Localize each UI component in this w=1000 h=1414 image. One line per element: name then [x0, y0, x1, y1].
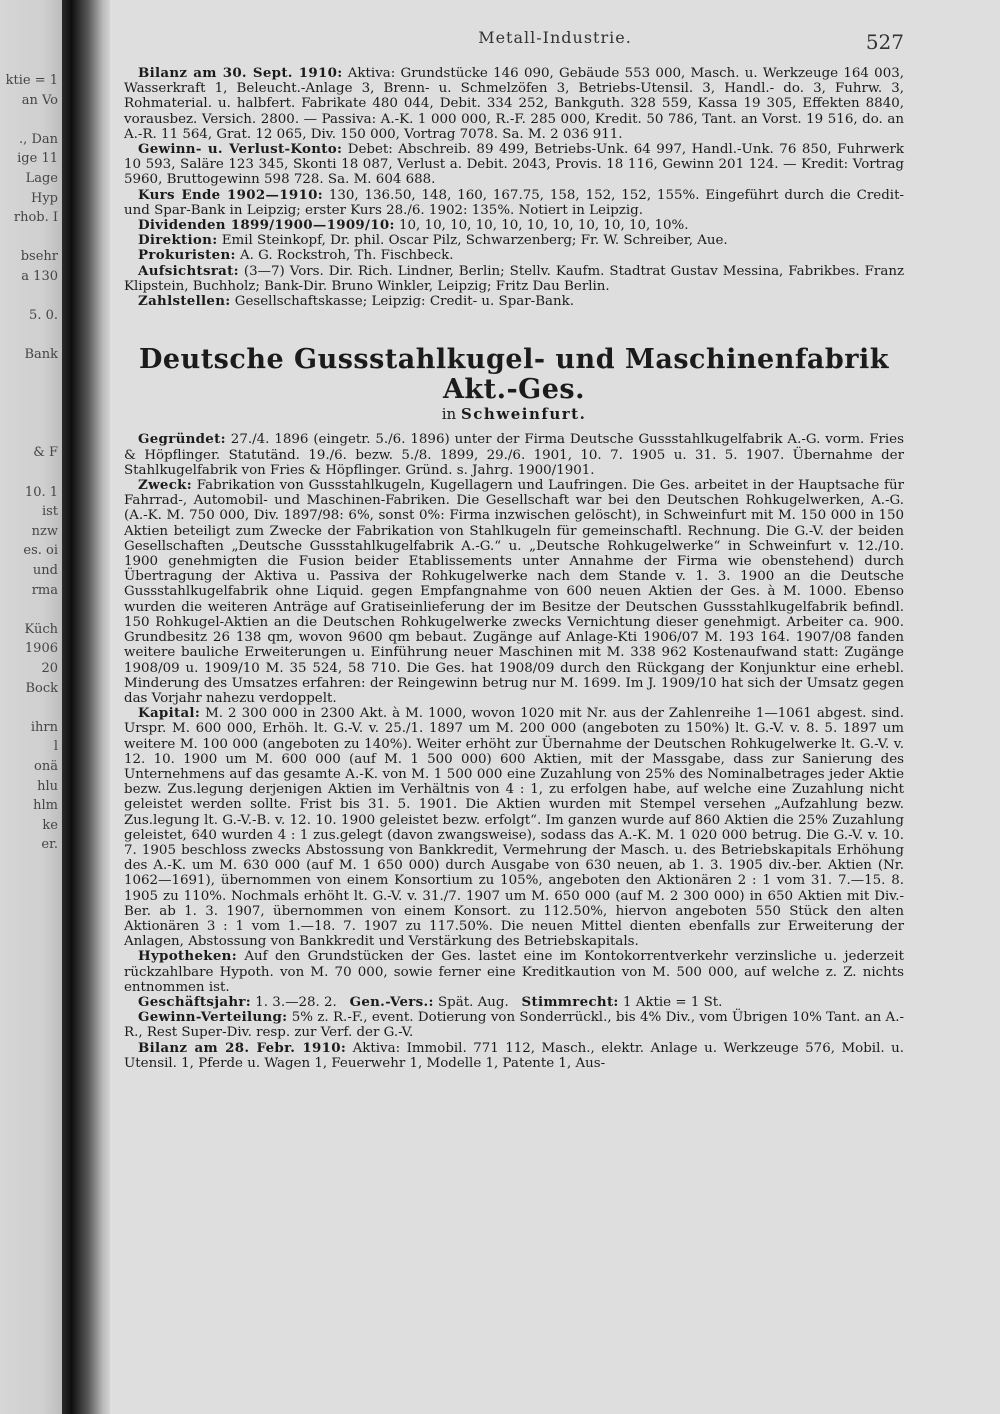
location-city: Schweinfurt. — [460, 405, 587, 424]
left-page-fragment: hlu — [37, 778, 58, 794]
geschaeftsjahr-text: 1. 3.—28. 2. — [255, 994, 337, 1010]
left-page-fragment: Küch — [24, 621, 58, 637]
gegruendet-text: 27./4. 1896 (eingetr. 5./6. 1896) unter der Firma Deutsche Gussstahlkugelfabrik A.-G. vorm. Fries & Höpflinger. Statutänd. 19./6. bezw. 5./8. 1899, 29./6. 1901, 10. 7. 1905 u. 31. 5. 1907. Übernahme der Stahlkugelfabrik von Fries & Höpflinger. Gründ. s. Jahrg. 1900/1901. — [124, 432, 904, 478]
hypotheken-text: Auf den Grundstücken der Ges. lastet eine im Kontokorrentverkehr verzinsliche u. jederzeit rückzahlbare Hypoth. von M. 70 000, sowie ferner eine Kreditkaution von M. 500 000, auf welche z. Z. nichts entnommen ist. — [124, 949, 904, 995]
left-page-fragment: rhob. I — [13, 210, 58, 226]
bilanz-1910-febr — [124, 1041, 904, 1071]
bilanz2-label: Bilanz am 28. Febr. 1910: — [138, 1039, 347, 1056]
dividenden — [124, 218, 904, 233]
left-page-fragment: ktie = 1 — [5, 73, 58, 88]
left-page-fragment: rma — [31, 582, 58, 598]
direktion — [124, 233, 904, 248]
left-page-fragment: a 130 — [21, 269, 58, 284]
stimmrecht-label: Stimmrecht: — [521, 993, 619, 1010]
aufsichtsrat — [124, 264, 904, 294]
gewinn-text: Debet: Abschreib. 89 499, Betriebs-Unk. 64 997, Handl.-Unk. 76 850, Fuhrwerk 10 593, Saläre 123 345, Skonti 18 087, Verlust a. Debit. 2043, Provis. 18 116, Gewinn 201 124. — Kredit: Vortrag 5960, Bruttogewinn 598 728. Sa. M. 604 688. — [124, 142, 904, 188]
zweck — [124, 478, 904, 706]
left-page-fragment: 5. 0. — [29, 308, 58, 324]
geschaeftsjahr-label: Geschäftsjahr: — [138, 993, 251, 1010]
left-page-fragment: Hyp — [30, 190, 58, 206]
genvers-text: Spät. Aug. — [437, 994, 509, 1010]
hypotheken — [124, 949, 904, 995]
left-page-fragment: ., Dan — [19, 131, 58, 147]
left-page-fragment: onä — [34, 759, 58, 774]
bilanz-label: Bilanz am 30. Sept. 1910: — [138, 65, 343, 81]
left-page-fragment: bsehr — [20, 249, 58, 265]
left-page-fragment: ist — [41, 504, 58, 520]
aufsichtsrat-label: Aufsichtsrat: — [138, 262, 239, 279]
kurs-label: Kurs Ende 1902—1910: — [138, 186, 323, 203]
zweck-label: Zweck: — [138, 477, 192, 494]
genvers-label: Gen.-Vers.: — [349, 993, 434, 1010]
kapital-text: M. 2 300 000 in 2300 Akt. à M. 1000, wovon 1020 mit Nr. aus der Zahlenreihe 1—1061 abgest. sind. Urspr. M. 600 000, Erhöh. lt. G.-V. v. 25./1. 1897 um M. 200 000 (angeboten zu 150%) lt. G.-V. v. 8. 5. 1897 um weitere M. 100 000 (angeboten zu 140%). Weiter erhöht zur Übernahme der Deutschen Rohkugelwerke lt. G.-V. v. 12. 10. 1900 um M. 600 000 (auf M. 1 500 000) 600 Aktien, mit der Massgabe, dass zur Sanierung des Unternehmens auf das gesamte A.-K. von M. 1 500 000 eine Zuzahlung von 25% des Nominalbetrages jeder Aktie bezw. Zus.legung derjenigen Aktien im Verhältnis von 4 : 1, zu erfolgen habe, auf welche eine Zuzahlung nicht geleistet werden sollte. Frist bis 31. 5. 1901. Die Aktien wurden mit Stempel versehen „Aufzahlung bezw. Zus.legung lt. G.-V.-B. v. 12. 10. 1900 geleistet bezw. erfolgt“. Im ganzen wurde auf 860 Aktien die 25% Zuzahlung geleistet, 640 wurden 4 : 1 zus.gelegt (davon zwangsweise), sodass das A.-K. M. 1 020 000 betrug. Die G.-V. v. 10. 7. 1905 beschloss zwecks Abstossung von Bankkredit, Vermehrung der Masch. u. des Betriebskapitals Erhöhung des A.-K. um M. 630 000 (auf M. 1 650 000) durch Ausgabe von 630 neuen, ab 1. 3. 1905 div.-ber. Aktien (Nr. 1062—1691), übernommen von einem Konsortium zu 105%, angeboten den Aktionären 2 : 1 vom 31. 7.—15. 8. 1905 zu 110%. Nochmals erhöht lt. G.-V. v. 31./7. 1907 um M. 650 000 (auf M. 2 300 000) in 650 Aktien mit Div.-Ber. ab 1. 3. 1907, übernommen von einem Konsort. zu 112.50%, hiervon angeboten 550 Stück den alten Aktionären 3 : 1 vom 1.—18. 7. 1907 zu 117.50%. Die neuen Mittel dienten ebenfalls zur Erweiterung der Anlagen, Abstossung von Bankkredit und Verstärkung des Betriebskapitals. — [124, 706, 904, 950]
page-number: 527 — [865, 30, 904, 54]
left-page-fragment: 1906 — [24, 641, 58, 657]
left-page-fragment: nzw — [31, 523, 58, 539]
bilanz-text: Aktiva: Grundstücke 146 090, Gebäude 553 000, Masch. u. Werkzeuge 164 003, Wasserkraft 1, Beleucht.-Anlage 3, Brenn- u. Schmelzöfen 3, Betriebs-Utensil. 3, Handl.- do. 3, Fuhrw. 3, Rohmaterial. u. halbfert. Fabrikate 480 044, Debit. 334 252, Bankguth. 328 559, Kassa 19 305, Effekten 8840, vorausbez. Versich. 2800. — Passiva: A.-K. 1 000 000, R.-F. 285 000, Kredit. 50 786, Tant. an Vorst. 19 516, do. an A.-R. 11 564, Grat. 12 065, Div. 150 000, Vortrag 7078. Sa. M. 2 036 911. — [124, 66, 904, 142]
prokuristen-text: A. G. Rockstroh, Th. Fischbeck. — [240, 248, 454, 264]
page-content — [124, 66, 904, 1071]
left-page-fragment: ihrn — [30, 719, 58, 735]
left-page-fragment: er. — [41, 837, 58, 853]
bilanz-1910-sept — [124, 66, 904, 142]
kapital-label: Kapital: — [138, 705, 201, 722]
running-title: Metall-Industrie. — [478, 28, 632, 47]
dividenden-text: 10, 10, 10, 10, 10, 10, 10, 10, 10, 10, 10%. — [399, 218, 689, 234]
company-title: Deutsche Gussstahlkugel- und Maschinenfabrik Akt.-Ges. — [138, 344, 889, 406]
direktion-label: Direktion: — [138, 232, 218, 249]
dividenden-label: Dividenden 1899/1900—1909/10: — [138, 217, 395, 234]
prokuristen-label: Prokuristen: — [138, 247, 236, 264]
kapital — [124, 706, 904, 949]
gewinn-label: Gewinn- u. Verlust-Konto: — [138, 141, 343, 158]
location-prefix: in — [441, 405, 457, 424]
zahlstellen-text: Gesellschaftskasse; Leipzig: Credit- u. Spar-Bank. — [234, 294, 575, 310]
kurs-text: 130, 136.50, 148, 160, 167.75, 158, 152, 152, 155%. Eingeführt durch die Credit- und Spar-Bank in Leipzig; erster Kurs 28./6. 1902: 135%. Notiert in Leipzig. — [124, 187, 904, 218]
left-page-fragment: hlm — [33, 798, 58, 814]
page-header — [110, 28, 1000, 52]
left-page-fragment: an Vo — [21, 92, 58, 108]
gegruendet-label: Gegründet: — [138, 431, 226, 448]
page — [110, 0, 1000, 1414]
prokuristen — [124, 248, 904, 263]
zahlstellen-label: Zahlstellen: — [138, 293, 231, 310]
gewinn-verlust-konto — [124, 142, 904, 188]
bilanz2-text: Aktiva: Immobil. 771 112, Masch., elektr. Anlage u. Werkzeuge 576, Mobil. u. Utensil. 1, Pferde u. Wagen 1, Feuerwehr 1, Modelle 1, Patente 1, Aus- — [124, 1040, 904, 1071]
left-page-fragment: und — [32, 563, 58, 578]
left-page-fragment: Bank — [24, 347, 58, 363]
kurs-ende — [124, 188, 904, 218]
hypotheken-label: Hypotheken: — [138, 948, 237, 965]
book-gutter — [62, 0, 110, 1414]
left-page-fragment: l — [53, 739, 58, 755]
left-page-margin — [0, 0, 62, 1414]
company-location — [124, 407, 904, 422]
stimmrecht-text: 1 Aktie = 1 St. — [622, 994, 723, 1010]
left-page-fragment: Lage — [25, 171, 58, 186]
left-page-fragment: ige 11 — [17, 151, 58, 167]
left-page-fragment: & F — [33, 445, 58, 461]
left-page-fragment: es. oi — [23, 543, 58, 559]
gegruendet — [124, 432, 904, 478]
gewinn-verteilung-label: Gewinn-Verteilung: — [138, 1009, 288, 1026]
direktion-text: Emil Steinkopf, Dr. phil. Oscar Pilz, Schwarzenberg; Fr. W. Schreiber, Aue. — [221, 233, 728, 249]
zahlstellen — [124, 294, 904, 309]
left-page-fragment: ke — [42, 817, 58, 833]
left-page-fragment: 20 — [41, 661, 58, 676]
gewinn-verteilung-text: 5% z. R.-F., event. Dotierung von Sonderrückl., bis 4% Div., vom Übrigen 10% Tant. an A.-R., Rest Super-Div. resp. zur Verf. der G.-V. — [124, 1010, 904, 1041]
zweck-text: Fabrikation von Gussstahlkugeln, Kugellagern und Laufringen. Die Ges. arbeitet in der Hauptsache für Fahrrad-, Automobil- und Maschinen-Fabriken. Die Gesellschaft war bei den Deutschen Rohkugelwerken, A.-G. (A.-K. M. 750 000, Div. 1897/98: 6%, sonst 0%: Firma inzwischen gelöscht), in Schweinfurt mit M. 150 000 in 150 Aktien beteiligt zum Zwecke der Fabrikation von Stahlkugeln für gemeinschaftl. Rechnung. Die G.-V. der beiden Gesellschaften „Deutsche Gussstahlkugelfabrik A.-G.“ u. „Deutsche Rohkugelwerke“ in Schweinfurt v. 12./10. 1900 genehmigten die Fusion beider Etablissements unter Annahme der Firma wie obenstehend) durch Übertragung der Aktiva u. Passiva der Rohkugelwerke nach dem Stande v. 1. 3. 1900 an die Deutsche Gussstahlkugelfabrik ohne Liquid. gegen Empfangnahme von 600 neuen Aktien der Ges. à M. 1000. Ebenso wurden die weiteren Anträge auf Gratiseinlieferung der im Besitze der Deutschen Gussstahlkugelfabrik befindl. 150 Rohkugel-Aktien an die Deutschen Rohkugelwerke zwecks Vernichtung dieser genehmigt. Arbeiter ca. 900. Grundbesitz 26 138 qm, wovon 9600 qm bebaut. Zugänge auf Anlage-Kti 1906/07 M. 193 164. 1907/08 fanden weitere bauliche Erweiterungen u. Einführung neuer Maschinen mit M. 338 962 Kostenaufwand statt: Zugänge 1908/09 u. 1909/10 M. 35 524, 58 710. Die Ges. hat 1908/09 durch den Rückgang der Konjunktur eine erhebl. Minderung des Umsatzes erfahren: der Reingewinn betrug nur M. 1699. Im J. 1909/10 hat sich der Umsatz gegen das Vorjahr nahezu verdoppelt. — [124, 478, 904, 706]
left-page-fragment: Bock — [25, 680, 58, 696]
aufsichtsrat-text: (3—7) Vors. Dir. Rich. Lindner, Berlin; Stellv. Kaufm. Stadtrat Gustav Messina, Fabrikbes. Franz Klipstein, Buchholz; Bank-Dir. Bruno Winkler, Leipzig; Fritz Dau Berlin. — [124, 263, 904, 294]
gewinn-verteilung — [124, 1010, 904, 1040]
geschaeftsjahr — [124, 995, 904, 1010]
left-page-fragment: 10. 1 — [24, 484, 58, 500]
